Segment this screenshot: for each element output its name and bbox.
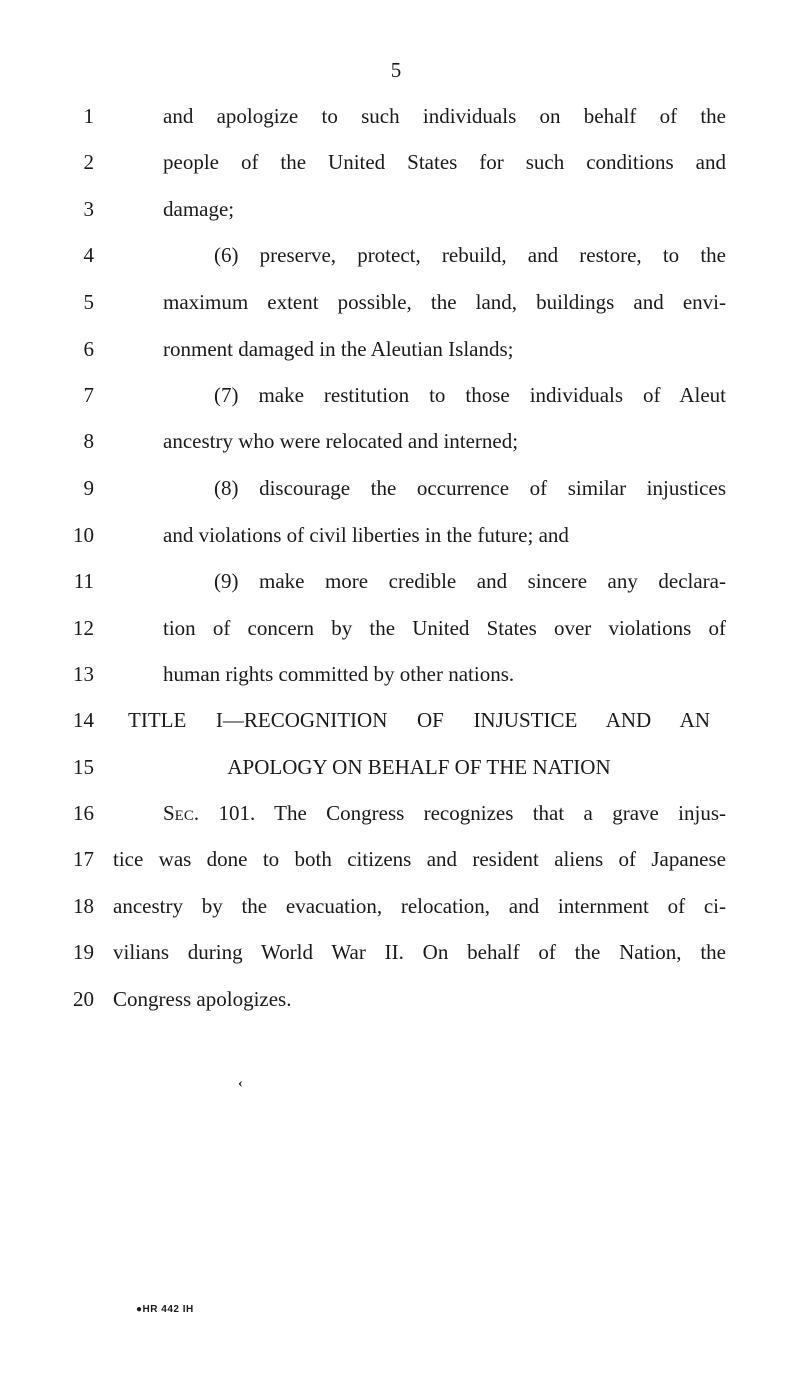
- line-number: 8: [83, 429, 94, 453]
- line-number: 16: [73, 801, 94, 825]
- line-text: tion of concern by the United States over violations of: [163, 616, 726, 640]
- line-text: vilians during World War II. On behalf of the Nation, the: [113, 940, 726, 964]
- line-text: (7) make restitution to those individuals of Aleut: [214, 383, 726, 407]
- line-text: (6) preserve, protect, rebuild, and restore, to the: [214, 243, 726, 267]
- text-line: [0, 473, 800, 503]
- title-heading-line: [0, 705, 800, 735]
- line-text: (9) make more credible and sincere any declara-: [214, 569, 726, 593]
- text-line: [0, 240, 800, 270]
- line-text: (8) discourage the occurrence of similar injustices: [214, 476, 726, 500]
- line-text: and apologize to such individuals on behalf of the: [163, 104, 726, 128]
- line-text: maximum extent possible, the land, buildings and envi-: [163, 290, 726, 314]
- text-line: [0, 101, 800, 131]
- title-heading-line: [0, 752, 800, 782]
- line-number: 9: [83, 476, 94, 500]
- text-line: [0, 844, 800, 874]
- text-line: [0, 380, 800, 410]
- section-line: [163, 798, 726, 828]
- line-number: 1: [83, 104, 94, 128]
- line-text: tice was done to both citizens and resident aliens of Japanese: [113, 847, 726, 871]
- line-number: 7: [83, 383, 94, 407]
- section-label: Sec.: [163, 801, 200, 825]
- line-number: 19: [73, 940, 94, 964]
- line-text: and violations of civil liberties in the future; and: [163, 523, 569, 547]
- text-line: [0, 194, 800, 224]
- title-heading: TITLE I—RECOGNITION OF INJUSTICE AND AN: [128, 708, 710, 732]
- line-number: 18: [73, 894, 94, 918]
- text-line: [0, 937, 800, 967]
- bill-code: ●HR 442 IH: [136, 1304, 194, 1315]
- title-heading: APOLOGY ON BEHALF OF THE NATION: [227, 755, 611, 779]
- text-line: [0, 891, 800, 921]
- text-line: [0, 984, 800, 1014]
- text-line: [0, 659, 800, 689]
- line-text: ronment damaged in the Aleutian Islands;: [163, 337, 514, 361]
- text-line: [0, 566, 800, 596]
- line-number: 3: [83, 197, 94, 221]
- line-number: 20: [73, 987, 94, 1011]
- line-number: 5: [83, 290, 94, 314]
- line-number: 13: [73, 662, 94, 686]
- text-line: [0, 287, 800, 317]
- print-mark: ‹: [238, 1076, 243, 1091]
- text-line: [0, 613, 800, 643]
- page-number: 5: [390, 58, 402, 82]
- line-number: 2: [83, 150, 94, 174]
- line-number: 17: [73, 847, 94, 871]
- line-text: 101. The Congress recognizes that a grave injus-: [199, 801, 726, 825]
- line-number: 6: [83, 337, 94, 361]
- line-text: human rights committed by other nations.: [163, 662, 515, 686]
- line-text: damage;: [163, 197, 235, 221]
- text-line: [0, 798, 800, 828]
- line-text: ancestry who were relocated and interned;: [163, 429, 519, 453]
- line-text: Congress apologizes.: [113, 987, 292, 1011]
- line-number: 10: [73, 523, 94, 547]
- text-line: [0, 147, 800, 177]
- text-line: [0, 426, 800, 456]
- line-number: 14: [73, 708, 94, 732]
- line-number: 12: [73, 616, 94, 640]
- text-line: [0, 520, 800, 550]
- line-number: 11: [73, 569, 94, 593]
- text-line: [0, 334, 800, 364]
- line-number: 4: [83, 243, 94, 267]
- line-text: ancestry by the evacuation, relocation, and internment of ci-: [113, 894, 726, 918]
- line-text: people of the United States for such conditions and: [163, 150, 726, 174]
- line-number: 15: [73, 755, 94, 779]
